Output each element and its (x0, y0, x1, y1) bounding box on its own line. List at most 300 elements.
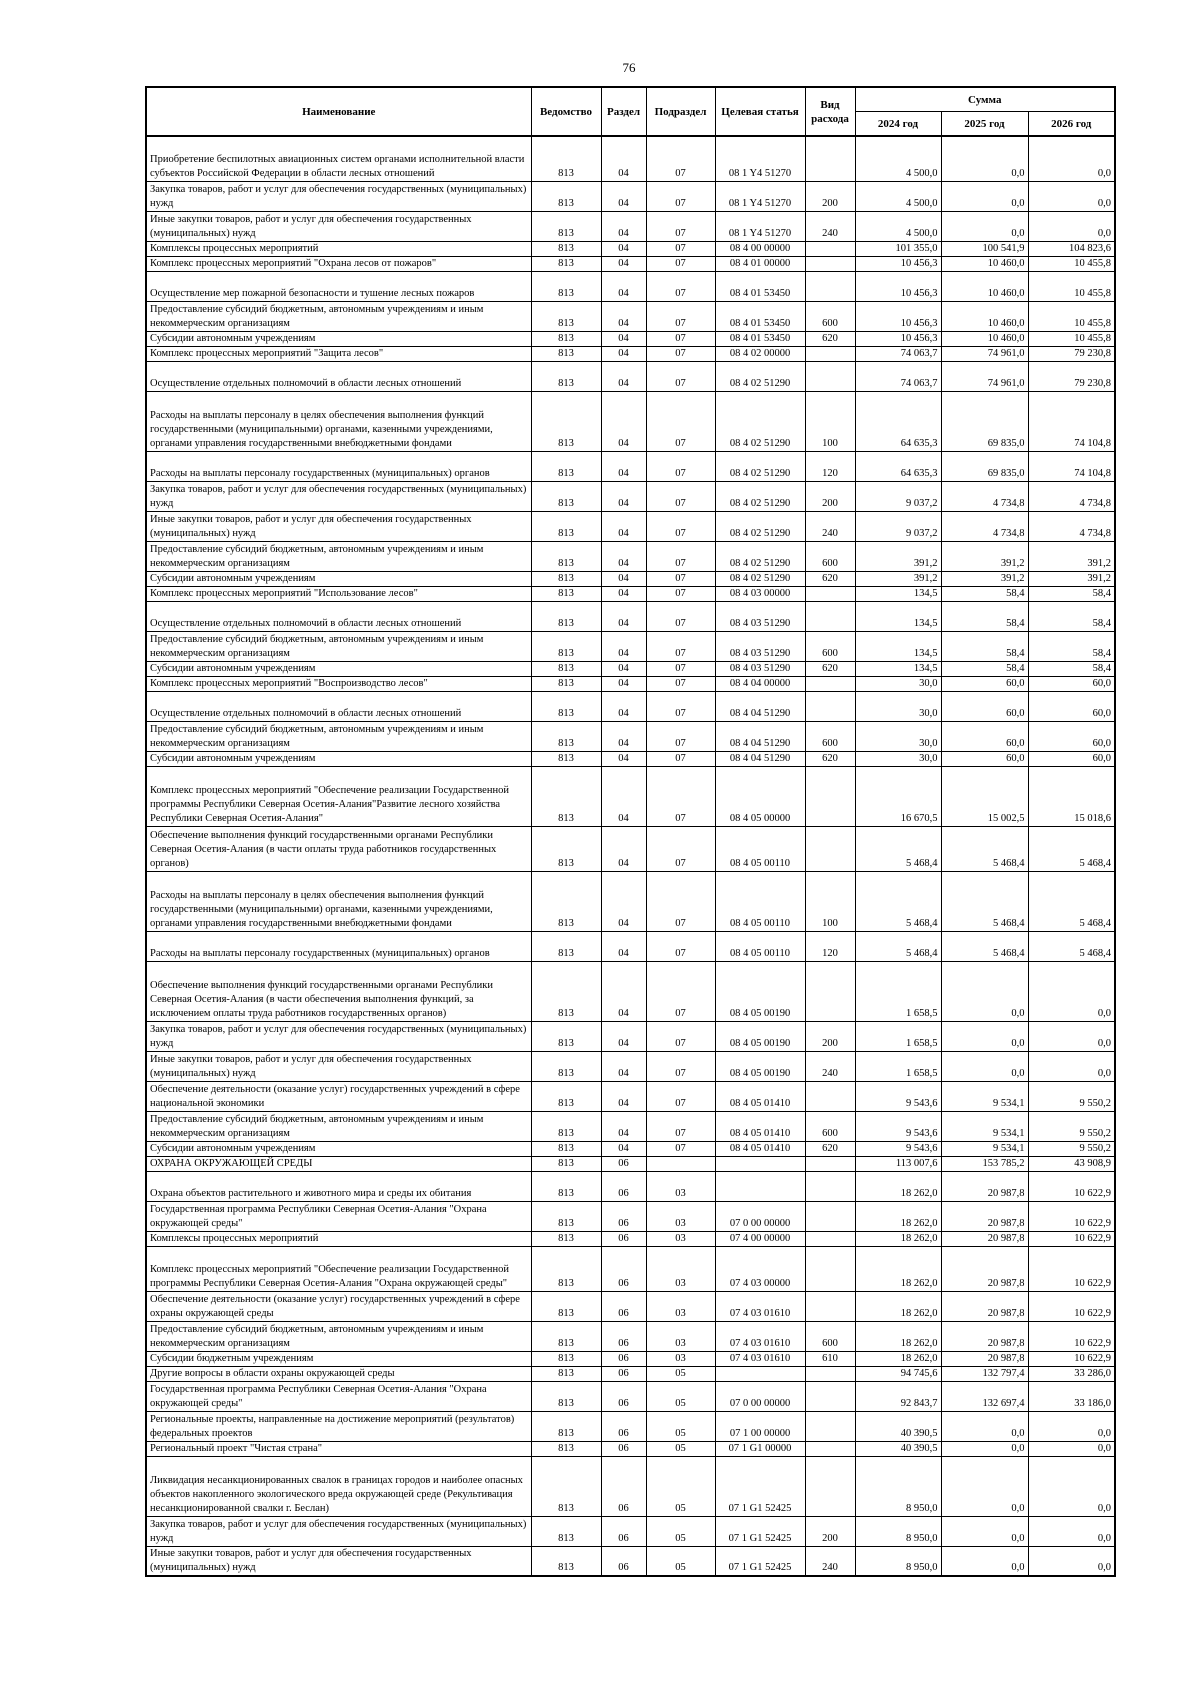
cell-2025: 4 734,8 (941, 511, 1028, 541)
cell-2025: 58,4 (941, 601, 1028, 631)
cell-tsel: 07 4 03 00000 (715, 1246, 805, 1291)
cell-name: Региональный проект "Чистая страна" (146, 1441, 531, 1456)
cell-name: Охрана объектов растительного и животного мира и среды их обитания (146, 1171, 531, 1201)
cell-podrazdel: 07 (646, 961, 715, 1021)
cell-razdel: 06 (601, 1546, 646, 1576)
cell-2025: 10 460,0 (941, 256, 1028, 271)
cell-ved: 813 (531, 871, 601, 931)
cell-2026: 5 468,4 (1028, 931, 1115, 961)
cell-2024: 30,0 (855, 676, 941, 691)
cell-ved: 813 (531, 721, 601, 751)
cell-tsel: 08 4 05 00110 (715, 826, 805, 871)
cell-vid: 200 (805, 1021, 855, 1051)
cell-podrazdel: 05 (646, 1516, 715, 1546)
cell-name: Обеспечение деятельности (оказание услуг) государственных учреждений в сфере национальной экономики (146, 1081, 531, 1111)
cell-tsel: 08 4 04 51290 (715, 721, 805, 751)
cell-razdel: 06 (601, 1516, 646, 1546)
page-number: 76 (622, 60, 636, 75)
cell-2025: 0,0 (941, 1051, 1028, 1081)
table-row (146, 361, 1115, 391)
cell-vid (805, 676, 855, 691)
cell-vid: 120 (805, 931, 855, 961)
cell-podrazdel: 07 (646, 661, 715, 676)
cell-2026: 33 286,0 (1028, 1366, 1115, 1381)
cell-2025: 10 460,0 (941, 331, 1028, 346)
cell-vid (805, 346, 855, 361)
cell-razdel: 04 (601, 241, 646, 256)
cell-ved: 813 (531, 346, 601, 361)
cell-ved: 813 (531, 1111, 601, 1141)
cell-name: Иные закупки товаров, работ и услуг для обеспечения государственных (муниципальных) нужд (146, 1546, 531, 1576)
cell-tsel: 08 4 02 00000 (715, 346, 805, 361)
cell-podrazdel: 07 (646, 451, 715, 481)
cell-2024: 9 037,2 (855, 511, 941, 541)
cell-podrazdel: 03 (646, 1171, 715, 1201)
cell-2024: 18 262,0 (855, 1171, 941, 1201)
cell-2026: 10 622,9 (1028, 1246, 1115, 1291)
cell-2025: 5 468,4 (941, 826, 1028, 871)
cell-razdel: 04 (601, 346, 646, 361)
cell-ved: 813 (531, 1246, 601, 1291)
cell-name: Субсидии автономным учреждениям (146, 331, 531, 346)
cell-2026: 60,0 (1028, 721, 1115, 751)
cell-ved: 813 (531, 1321, 601, 1351)
cell-2025: 20 987,8 (941, 1246, 1028, 1291)
table-row (146, 1291, 1115, 1321)
cell-razdel: 04 (601, 391, 646, 451)
cell-tsel: 08 4 05 01410 (715, 1081, 805, 1111)
cell-tsel: 07 4 03 01610 (715, 1351, 805, 1366)
table-row (146, 766, 1115, 826)
cell-tsel: 08 4 05 00000 (715, 766, 805, 826)
cell-ved: 813 (531, 1156, 601, 1171)
table-row (146, 256, 1115, 271)
cell-2026: 10 455,8 (1028, 331, 1115, 346)
table-row (146, 271, 1115, 301)
cell-podrazdel: 07 (646, 691, 715, 721)
cell-podrazdel: 07 (646, 136, 715, 181)
cell-2026: 10 622,9 (1028, 1351, 1115, 1366)
cell-2024: 9 543,6 (855, 1081, 941, 1111)
cell-razdel: 04 (601, 691, 646, 721)
cell-vid (805, 256, 855, 271)
cell-ved: 813 (531, 571, 601, 586)
cell-podrazdel: 03 (646, 1351, 715, 1366)
header-2024: 2024 год (855, 112, 941, 137)
table-row (146, 391, 1115, 451)
cell-2024: 134,5 (855, 631, 941, 661)
cell-ved: 813 (531, 271, 601, 301)
cell-ved: 813 (531, 676, 601, 691)
cell-razdel: 04 (601, 571, 646, 586)
cell-podrazdel: 07 (646, 211, 715, 241)
cell-razdel: 06 (601, 1201, 646, 1231)
cell-2025: 153 785,2 (941, 1156, 1028, 1171)
cell-name: Субсидии бюджетным учреждениям (146, 1351, 531, 1366)
cell-ved: 813 (531, 1291, 601, 1321)
cell-2024: 92 843,7 (855, 1381, 941, 1411)
cell-name: Закупка товаров, работ и услуг для обеспечения государственных (муниципальных) нужд (146, 181, 531, 211)
table-row (146, 586, 1115, 601)
cell-2025: 5 468,4 (941, 871, 1028, 931)
cell-2024: 134,5 (855, 661, 941, 676)
cell-tsel: 08 4 05 00110 (715, 931, 805, 961)
table-row (146, 211, 1115, 241)
cell-razdel: 04 (601, 541, 646, 571)
cell-vid: 200 (805, 1516, 855, 1546)
cell-podrazdel: 07 (646, 1111, 715, 1141)
cell-vid (805, 1381, 855, 1411)
cell-ved: 813 (531, 136, 601, 181)
cell-ved: 813 (531, 1171, 601, 1201)
cell-razdel: 04 (601, 1111, 646, 1141)
cell-2026: 74 104,8 (1028, 451, 1115, 481)
cell-2025: 0,0 (941, 1411, 1028, 1441)
cell-tsel: 07 1 G1 52425 (715, 1546, 805, 1576)
cell-2026: 0,0 (1028, 211, 1115, 241)
cell-2024: 10 456,3 (855, 331, 941, 346)
cell-2024: 10 456,3 (855, 271, 941, 301)
table-row (146, 1141, 1115, 1156)
table-row (146, 541, 1115, 571)
cell-2026: 10 622,9 (1028, 1171, 1115, 1201)
cell-2025: 20 987,8 (941, 1291, 1028, 1321)
cell-podrazdel: 07 (646, 271, 715, 301)
cell-2025: 74 961,0 (941, 346, 1028, 361)
cell-2024: 16 670,5 (855, 766, 941, 826)
cell-ved: 813 (531, 241, 601, 256)
cell-name: Осуществление мер пожарной безопасности и тушение лесных пожаров (146, 271, 531, 301)
cell-2026: 9 550,2 (1028, 1111, 1115, 1141)
cell-name: Предоставление субсидий бюджетным, автономным учреждениям и иным некоммерческим организациям (146, 1111, 531, 1141)
cell-vid (805, 1246, 855, 1291)
cell-name: Комплексы процессных мероприятий (146, 1231, 531, 1246)
table-row (146, 1381, 1115, 1411)
cell-2025: 0,0 (941, 1021, 1028, 1051)
cell-2024: 8 950,0 (855, 1456, 941, 1516)
cell-name: Государственная программа Республики Северная Осетия-Алания "Охрана окружающей среды" (146, 1381, 531, 1411)
cell-ved: 813 (531, 1516, 601, 1546)
cell-ved: 813 (531, 961, 601, 1021)
table-row (146, 1516, 1115, 1546)
cell-razdel: 04 (601, 661, 646, 676)
cell-razdel: 04 (601, 271, 646, 301)
cell-ved: 813 (531, 1231, 601, 1246)
cell-razdel: 06 (601, 1156, 646, 1171)
cell-vid (805, 1411, 855, 1441)
cell-podrazdel: 05 (646, 1546, 715, 1576)
cell-name: Иные закупки товаров, работ и услуг для обеспечения государственных (муниципальных) нужд (146, 511, 531, 541)
cell-ved: 813 (531, 1021, 601, 1051)
cell-vid (805, 271, 855, 301)
cell-razdel: 04 (601, 256, 646, 271)
cell-podrazdel: 07 (646, 1051, 715, 1081)
cell-tsel: 08 4 02 51290 (715, 391, 805, 451)
table-row (146, 571, 1115, 586)
cell-vid (805, 1441, 855, 1456)
cell-2025: 69 835,0 (941, 451, 1028, 481)
cell-vid: 600 (805, 541, 855, 571)
cell-name: Закупка товаров, работ и услуг для обеспечения государственных (муниципальных) нужд (146, 1516, 531, 1546)
cell-tsel: 08 4 00 00000 (715, 241, 805, 256)
cell-2025: 0,0 (941, 181, 1028, 211)
cell-2026: 0,0 (1028, 1051, 1115, 1081)
table-row (146, 1156, 1115, 1171)
cell-2024: 18 262,0 (855, 1291, 941, 1321)
cell-vid (805, 1081, 855, 1111)
cell-vid: 600 (805, 1321, 855, 1351)
table-row (146, 931, 1115, 961)
cell-tsel: 08 4 01 53450 (715, 301, 805, 331)
table-row (146, 1366, 1115, 1381)
cell-vid (805, 691, 855, 721)
cell-2025: 391,2 (941, 571, 1028, 586)
cell-ved: 813 (531, 1141, 601, 1156)
cell-podrazdel: 03 (646, 1291, 715, 1321)
cell-2025: 60,0 (941, 721, 1028, 751)
cell-2024: 18 262,0 (855, 1351, 941, 1366)
cell-name: Обеспечение деятельности (оказание услуг) государственных учреждений в сфере охраны окружающей среды (146, 1291, 531, 1321)
cell-2025: 60,0 (941, 751, 1028, 766)
cell-name: Расходы на выплаты персоналу государственных (муниципальных) органов (146, 451, 531, 481)
cell-name: Субсидии автономным учреждениям (146, 1141, 531, 1156)
cell-name: Осуществление отдельных полномочий в области лесных отношений (146, 691, 531, 721)
cell-2026: 74 104,8 (1028, 391, 1115, 451)
cell-vid (805, 766, 855, 826)
cell-podrazdel: 07 (646, 586, 715, 601)
cell-2026: 43 908,9 (1028, 1156, 1115, 1171)
cell-name: Комплекс процессных мероприятий "Воспроизводство лесов" (146, 676, 531, 691)
table-row (146, 1081, 1115, 1111)
cell-name: Осуществление отдельных полномочий в области лесных отношений (146, 361, 531, 391)
cell-vid (805, 601, 855, 631)
cell-razdel: 06 (601, 1456, 646, 1516)
table-row (146, 1456, 1115, 1516)
table-row (146, 331, 1115, 346)
cell-tsel: 08 4 03 51290 (715, 631, 805, 661)
cell-tsel: 08 4 03 00000 (715, 586, 805, 601)
cell-razdel: 06 (601, 1441, 646, 1456)
cell-tsel: 07 4 03 01610 (715, 1321, 805, 1351)
cell-tsel: 08 4 02 51290 (715, 541, 805, 571)
table-row (146, 1201, 1115, 1231)
cell-2026: 10 455,8 (1028, 301, 1115, 331)
cell-vid: 600 (805, 631, 855, 661)
cell-podrazdel: 07 (646, 181, 715, 211)
cell-2026: 0,0 (1028, 961, 1115, 1021)
table-row (146, 961, 1115, 1021)
cell-podrazdel: 07 (646, 721, 715, 751)
cell-2025: 10 460,0 (941, 271, 1028, 301)
cell-podrazdel: 07 (646, 676, 715, 691)
cell-podrazdel: 07 (646, 931, 715, 961)
cell-2026: 0,0 (1028, 1546, 1115, 1576)
budget-table (145, 86, 1116, 1577)
cell-2024: 5 468,4 (855, 826, 941, 871)
cell-2025: 20 987,8 (941, 1351, 1028, 1366)
cell-2025: 0,0 (941, 1516, 1028, 1546)
cell-2025: 20 987,8 (941, 1171, 1028, 1201)
cell-2024: 18 262,0 (855, 1246, 941, 1291)
cell-vid (805, 1201, 855, 1231)
cell-tsel (715, 1156, 805, 1171)
cell-2024: 5 468,4 (855, 931, 941, 961)
cell-2026: 9 550,2 (1028, 1141, 1115, 1156)
cell-ved: 813 (531, 391, 601, 451)
cell-razdel: 04 (601, 361, 646, 391)
cell-2025: 74 961,0 (941, 361, 1028, 391)
cell-podrazdel: 07 (646, 256, 715, 271)
table-row (146, 451, 1115, 481)
cell-razdel: 04 (601, 631, 646, 661)
cell-ved: 813 (531, 631, 601, 661)
cell-podrazdel: 07 (646, 346, 715, 361)
header-ved: Ведомство (531, 87, 601, 136)
cell-ved: 813 (531, 256, 601, 271)
cell-tsel (715, 1366, 805, 1381)
cell-podrazdel: 05 (646, 1411, 715, 1441)
cell-name: Обеспечение выполнения функций государственными органами Республики Северная Осетия-Алания (в части оплаты труда работников государственных органов) (146, 826, 531, 871)
cell-vid: 120 (805, 451, 855, 481)
cell-razdel: 04 (601, 1081, 646, 1111)
cell-2024: 101 355,0 (855, 241, 941, 256)
cell-tsel: 08 4 04 51290 (715, 751, 805, 766)
cell-2025: 100 541,9 (941, 241, 1028, 256)
cell-podrazdel: 07 (646, 391, 715, 451)
cell-2024: 74 063,7 (855, 346, 941, 361)
cell-razdel: 04 (601, 751, 646, 766)
cell-name: Субсидии автономным учреждениям (146, 571, 531, 586)
cell-2024: 5 468,4 (855, 871, 941, 931)
cell-2024: 18 262,0 (855, 1201, 941, 1231)
cell-ved: 813 (531, 1366, 601, 1381)
cell-vid (805, 826, 855, 871)
cell-tsel: 08 4 03 51290 (715, 601, 805, 631)
cell-2024: 9 543,6 (855, 1141, 941, 1156)
header-2025: 2025 год (941, 112, 1028, 137)
cell-name: Предоставление субсидий бюджетным, автономным учреждениям и иным некоммерческим организациям (146, 541, 531, 571)
cell-ved: 813 (531, 1441, 601, 1456)
cell-2026: 391,2 (1028, 571, 1115, 586)
cell-ved: 813 (531, 1456, 601, 1516)
cell-razdel: 04 (601, 211, 646, 241)
cell-ved: 813 (531, 931, 601, 961)
cell-tsel: 08 4 05 01410 (715, 1111, 805, 1141)
cell-ved: 813 (531, 481, 601, 511)
header-podrazdel: Подраздел (646, 87, 715, 136)
cell-2024: 18 262,0 (855, 1321, 941, 1351)
cell-razdel: 06 (601, 1381, 646, 1411)
cell-2026: 10 455,8 (1028, 256, 1115, 271)
cell-podrazdel: 07 (646, 826, 715, 871)
table-row (146, 631, 1115, 661)
cell-ved: 813 (531, 1081, 601, 1111)
cell-2026: 10 622,9 (1028, 1321, 1115, 1351)
cell-2025: 58,4 (941, 661, 1028, 676)
cell-ved: 813 (531, 691, 601, 721)
cell-name: Комплекс процессных мероприятий "Охрана лесов от пожаров" (146, 256, 531, 271)
table-row (146, 1111, 1115, 1141)
cell-vid: 620 (805, 661, 855, 676)
cell-vid: 240 (805, 511, 855, 541)
table-body (146, 136, 1115, 1576)
cell-2025: 20 987,8 (941, 1231, 1028, 1246)
cell-2024: 1 658,5 (855, 1021, 941, 1051)
cell-2025: 0,0 (941, 961, 1028, 1021)
cell-2026: 58,4 (1028, 631, 1115, 661)
cell-ved: 813 (531, 1351, 601, 1366)
cell-vid: 100 (805, 871, 855, 931)
cell-podrazdel: 07 (646, 241, 715, 256)
cell-tsel: 07 1 G1 52425 (715, 1516, 805, 1546)
cell-2025: 132 797,4 (941, 1366, 1028, 1381)
cell-tsel: 08 4 05 00190 (715, 1021, 805, 1051)
cell-ved: 813 (531, 766, 601, 826)
cell-2024: 4 500,0 (855, 181, 941, 211)
cell-ved: 813 (531, 1051, 601, 1081)
cell-2024: 8 950,0 (855, 1516, 941, 1546)
header-razdel: Раздел (601, 87, 646, 136)
cell-2025: 0,0 (941, 136, 1028, 181)
table-row (146, 136, 1115, 181)
cell-tsel: 08 1 Y4 51270 (715, 181, 805, 211)
cell-2026: 58,4 (1028, 661, 1115, 676)
cell-vid (805, 1171, 855, 1201)
table-row (146, 1411, 1115, 1441)
cell-tsel: 08 4 05 00190 (715, 1051, 805, 1081)
cell-razdel: 04 (601, 961, 646, 1021)
cell-podrazdel: 07 (646, 301, 715, 331)
cell-name: Другие вопросы в области охраны окружающей среды (146, 1366, 531, 1381)
cell-2025: 9 534,1 (941, 1081, 1028, 1111)
cell-vid (805, 136, 855, 181)
cell-2025: 9 534,1 (941, 1111, 1028, 1141)
cell-name: ОХРАНА ОКРУЖАЮЩЕЙ СРЕДЫ (146, 1156, 531, 1171)
cell-vid (805, 1291, 855, 1321)
cell-2025: 58,4 (941, 586, 1028, 601)
cell-podrazdel: 07 (646, 361, 715, 391)
cell-ved: 813 (531, 601, 601, 631)
cell-2024: 9 037,2 (855, 481, 941, 511)
cell-ved: 813 (531, 541, 601, 571)
cell-ved: 813 (531, 361, 601, 391)
cell-podrazdel: 07 (646, 1141, 715, 1156)
cell-podrazdel: 05 (646, 1381, 715, 1411)
cell-podrazdel (646, 1156, 715, 1171)
table-row (146, 1351, 1115, 1366)
cell-vid (805, 1456, 855, 1516)
cell-2024: 1 658,5 (855, 961, 941, 1021)
table-row (146, 1021, 1115, 1051)
table-row (146, 751, 1115, 766)
cell-podrazdel: 03 (646, 1321, 715, 1351)
cell-2024: 30,0 (855, 721, 941, 751)
cell-vid: 610 (805, 1351, 855, 1366)
cell-2026: 60,0 (1028, 691, 1115, 721)
cell-2026: 58,4 (1028, 601, 1115, 631)
cell-razdel: 04 (601, 331, 646, 346)
cell-name: Государственная программа Республики Северная Осетия-Алания "Охрана окружающей среды" (146, 1201, 531, 1231)
cell-tsel: 08 4 05 00190 (715, 961, 805, 1021)
header-name: Наименование (146, 87, 531, 136)
cell-name: Региональные проекты, направленные на достижение мероприятий (результатов) федеральных проектов (146, 1411, 531, 1441)
cell-name: Комплекс процессных мероприятий "Обеспечение реализации Государственной программы Республики Северная Осетия-Алания "Охрана окружающей среды" (146, 1246, 531, 1291)
table-row (146, 871, 1115, 931)
cell-2025: 9 534,1 (941, 1141, 1028, 1156)
cell-2024: 4 500,0 (855, 136, 941, 181)
cell-name: Приобретение беспилотных авиационных систем органами исполнительной власти субъектов Российской Федерации в области лесных отношений (146, 136, 531, 181)
cell-2024: 40 390,5 (855, 1411, 941, 1441)
